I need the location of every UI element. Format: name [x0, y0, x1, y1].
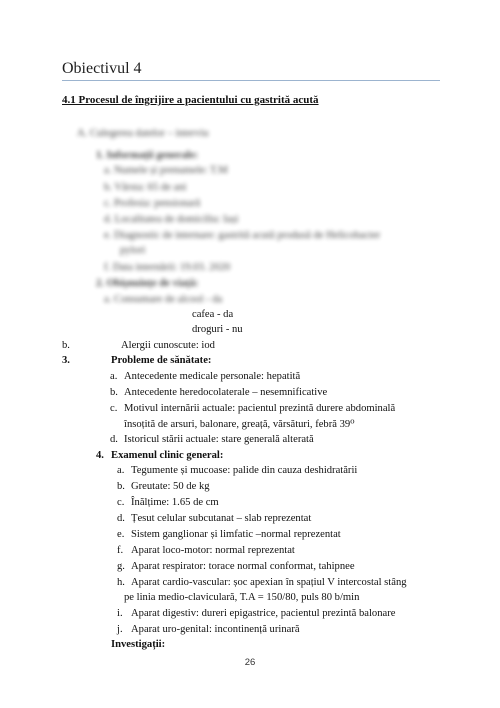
- health-problems-title: Probleme de sănătate:: [111, 355, 212, 366]
- health-problems-number: 3.: [62, 355, 70, 366]
- list-marker: d.: [110, 434, 118, 445]
- blurred-line: c. Profesia: pensionară: [104, 198, 201, 209]
- list-item: Aparat uro-genital: incontinență urinară: [131, 624, 300, 635]
- allergies-text: Alergii cunoscute: iod: [121, 340, 215, 351]
- list-item-continuation: pe linia medio-claviculară, T.A = 150/80, puls 80 b/min: [124, 592, 360, 603]
- list-item: Istoricul stării actuale: stare generală alterată: [124, 434, 314, 445]
- list-marker: j.: [117, 624, 123, 635]
- clinical-exam-number: 4.: [96, 450, 104, 461]
- list-marker: g.: [117, 561, 125, 572]
- habit-drugs: droguri - nu: [192, 324, 243, 335]
- list-marker: f.: [117, 545, 124, 556]
- page-heading: Obiectivul 4: [62, 60, 142, 77]
- list-item: Țesut celular subcutanat – slab reprezentat: [131, 513, 312, 524]
- list-item: Aparat loco-motor: normal reprezentat: [131, 545, 295, 556]
- allergies-marker: b.: [62, 340, 70, 351]
- list-item: Înălțime: 1.65 de cm: [131, 497, 219, 508]
- list-marker: h.: [117, 577, 125, 588]
- list-item: Sistem ganglionar și limfatic –normal reprezentat: [131, 529, 341, 540]
- blurred-line: pylori: [120, 245, 146, 256]
- list-item: Tegumente și mucoase: palide din cauza deshidratării: [131, 465, 358, 476]
- list-item: Aparat cardio-vascular: șoc apexian în spațiul V intercostal stâng: [131, 577, 407, 588]
- heading-rule: [62, 80, 440, 81]
- list-marker: c.: [117, 497, 125, 508]
- list-item: Motivul internării actuale: pacientul prezintă durere abdominală: [124, 403, 396, 414]
- list-item: Antecedente heredocolaterale – nesemnificative: [124, 387, 328, 398]
- blurred-line: a. Numele și prenumele: T.M: [104, 165, 228, 176]
- clinical-exam-title: Examenul clinic general:: [111, 450, 224, 461]
- list-marker: d.: [117, 513, 125, 524]
- list-item: Greutate: 50 de kg: [131, 481, 210, 492]
- list-marker: a.: [117, 465, 125, 476]
- blurred-line: a. Consumare de alcool - da: [104, 294, 223, 305]
- list-item: Antecedente medicale personale: hepatită: [124, 371, 301, 382]
- list-item: Aparat digestiv: dureri epigastrice, pacientul prezintă balonare: [131, 608, 396, 619]
- blurred-line: 2. Obișnuințe de viață:: [96, 278, 199, 289]
- list-marker: i.: [117, 608, 123, 619]
- list-marker: b.: [110, 387, 118, 398]
- list-item: Aparat respirator: torace normal conformat, tahipnee: [131, 561, 355, 572]
- blurred-line: e. Diagnostic de internare: gastrită acută produsă de Helicobacter: [104, 230, 381, 241]
- list-item-continuation: însoțită de arsuri, balonare, greață, vărsături, febră 39⁰: [124, 419, 355, 430]
- section-subheading: 4.1 Procesul de îngrijire a pacientului cu gastrită acută: [62, 94, 319, 106]
- list-marker: b.: [117, 481, 125, 492]
- blurred-line: f. Data internării: 19.03. 2020: [104, 262, 231, 273]
- blurred-line: A. Culegerea datelor – interviu: [77, 128, 209, 139]
- blurred-line: d. Localitatea de domiciliu: Iași: [104, 214, 239, 225]
- habit-coffee: cafea - da: [192, 309, 234, 320]
- list-marker: c.: [110, 403, 118, 414]
- blurred-line: b. Vârsta: 65 de ani: [104, 182, 187, 193]
- list-marker: e.: [117, 529, 125, 540]
- page-number: 26: [244, 657, 256, 668]
- investigations-heading: Investigații:: [111, 639, 166, 650]
- blurred-line: 1. Informații generale:: [96, 150, 199, 161]
- list-marker: a.: [110, 371, 118, 382]
